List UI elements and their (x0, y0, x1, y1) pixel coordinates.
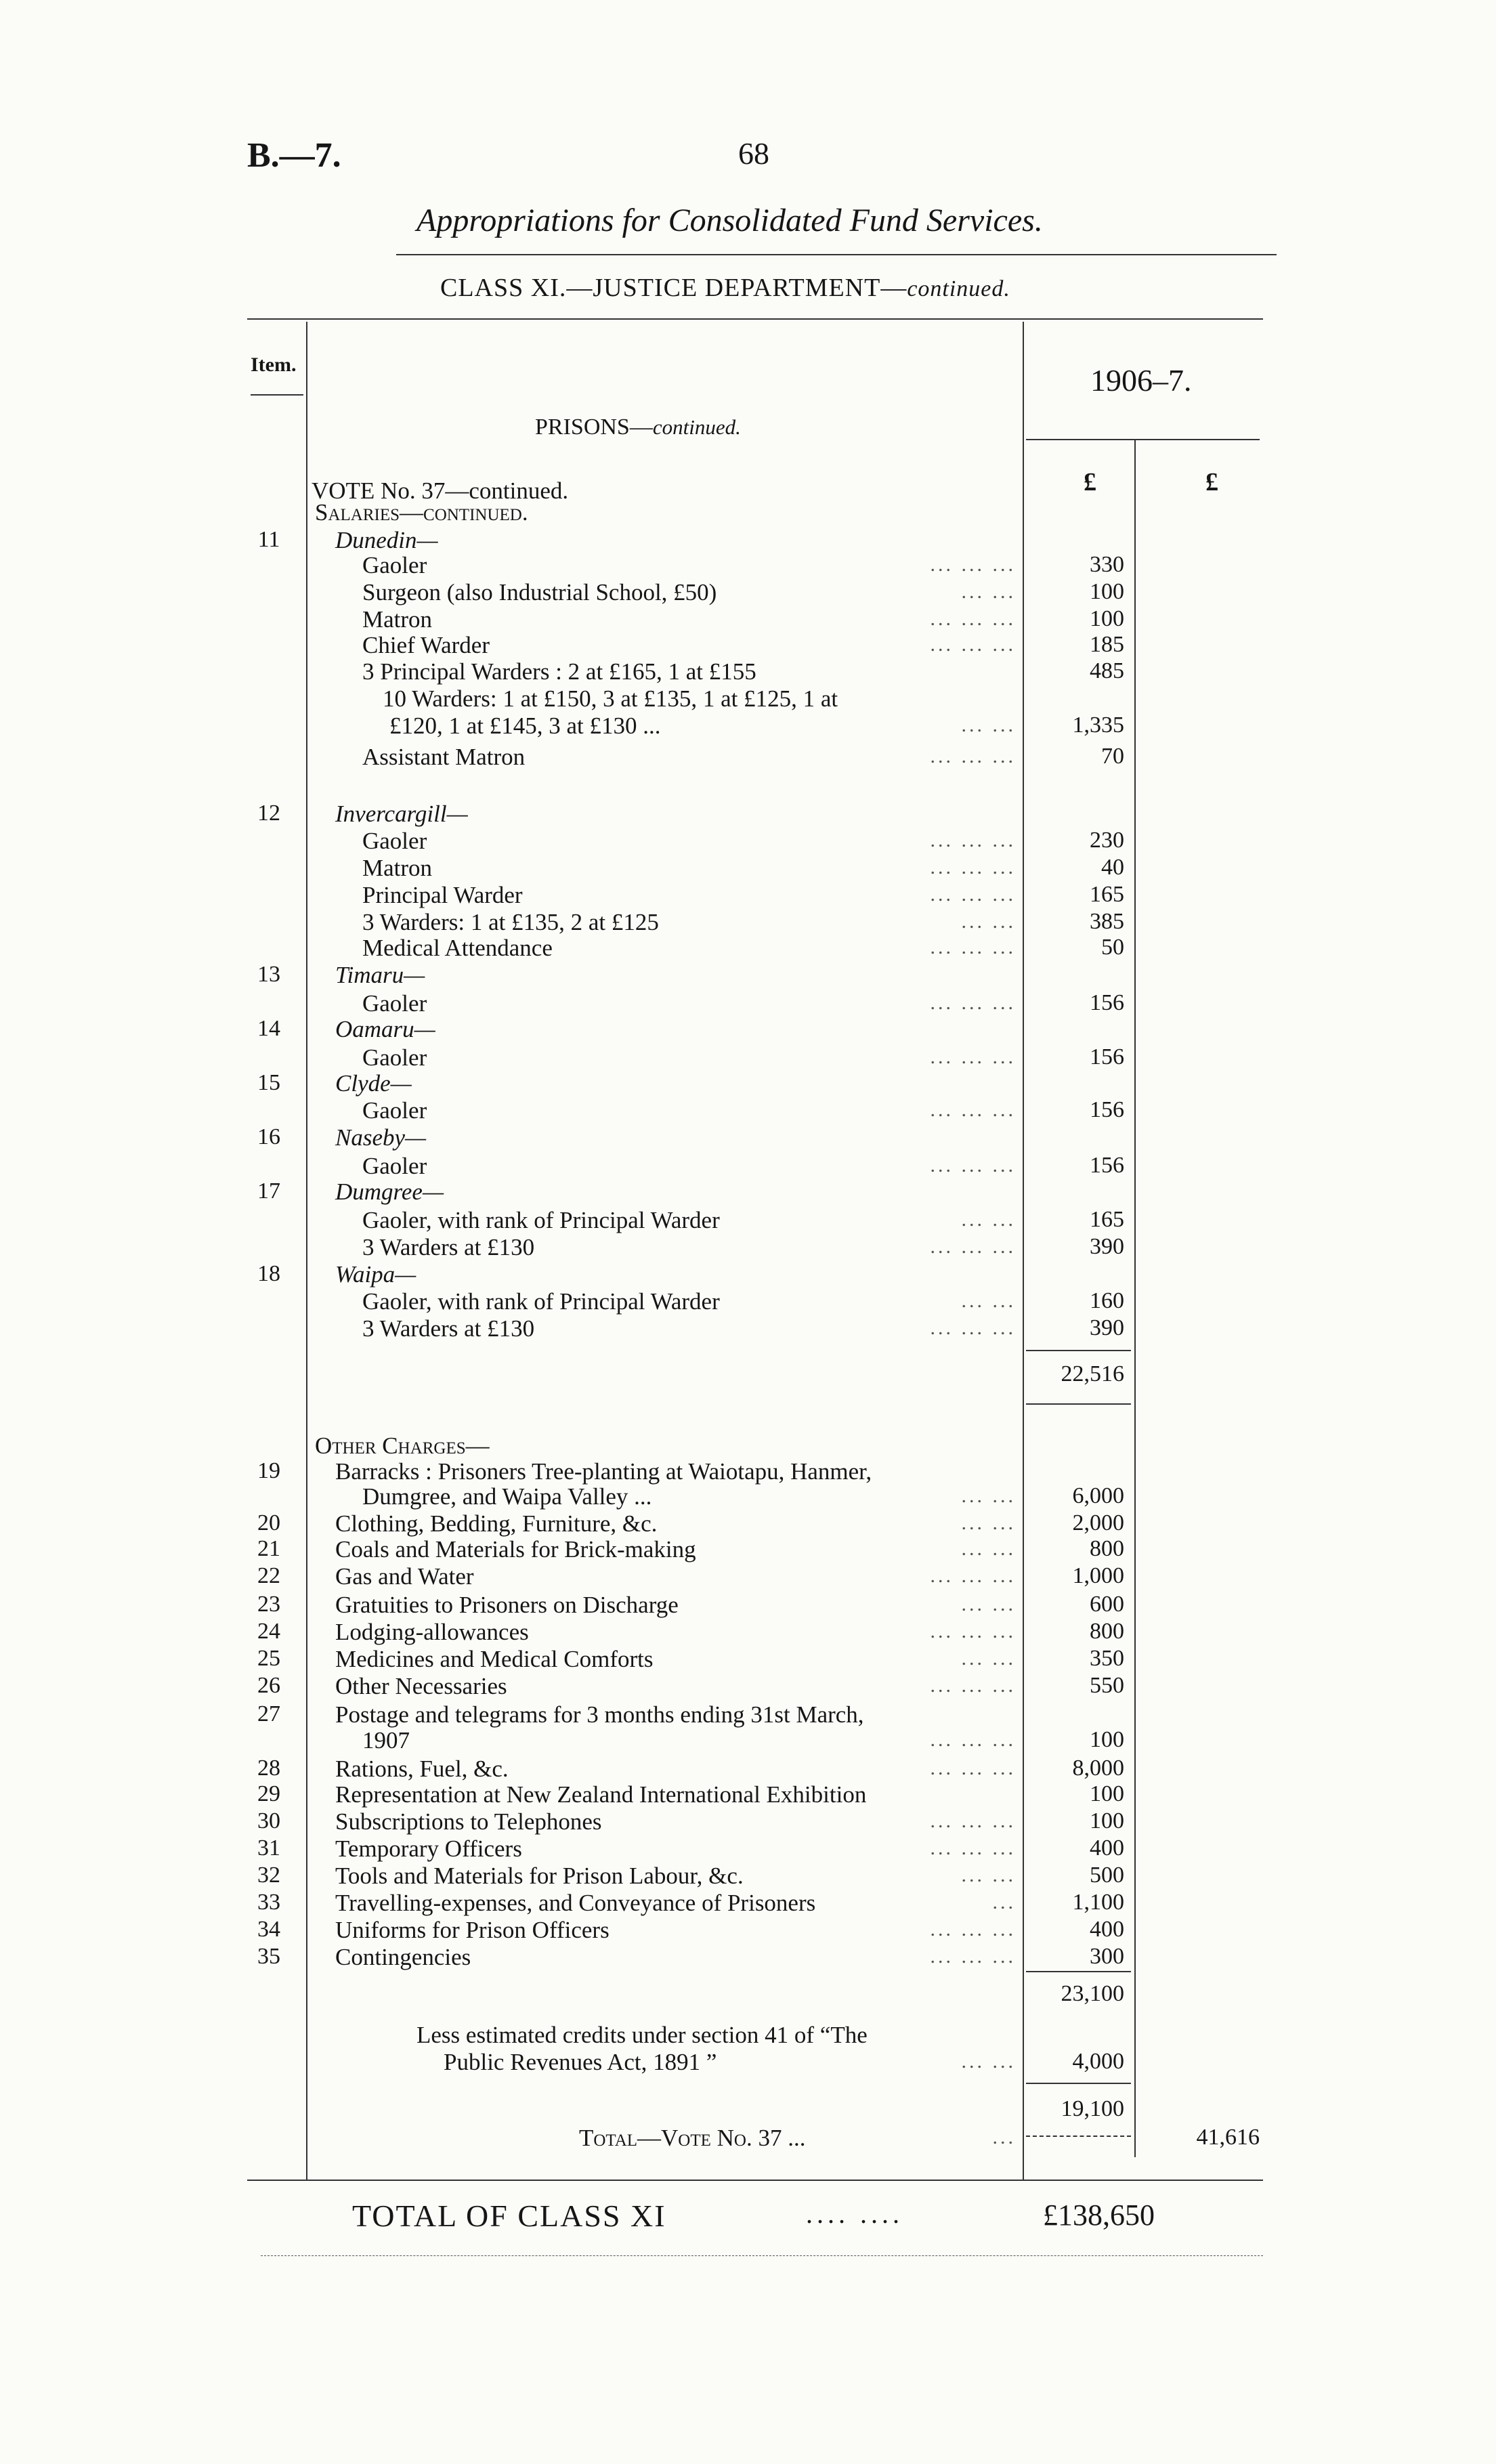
leader-dots: ... ... (961, 1864, 1016, 1886)
amount-cell: 2,000 (1072, 1510, 1124, 1535)
amount-cell: 19,100 (1061, 2096, 1124, 2121)
subtotal-rule-salaries-top (1026, 1350, 1131, 1351)
leader-dots: ... ... ... (930, 829, 1016, 851)
leader-dots: ... ... (961, 1208, 1016, 1231)
line-item-description: Public Revenues Act, 1891 ” (444, 2049, 717, 2075)
pound-header-col1: £ (1084, 468, 1096, 496)
line-item-description: Medical Attendance (362, 935, 553, 961)
amount-cell: 800 (1090, 1536, 1124, 1561)
line-item-description: Rations, Fuel, &c. (335, 1756, 509, 1782)
line-item-description: Clothing, Bedding, Furniture, &c. (335, 1510, 658, 1537)
line-item-description: Dumgree, and Waipa Valley ... (362, 1483, 652, 1510)
line-item-description: Matron (362, 606, 433, 633)
amount-cell: 300 (1090, 1944, 1124, 1969)
class-total-amount: £138,650 (1043, 2199, 1155, 2232)
subtotal-rule-credits (1026, 2083, 1131, 2084)
line-item-description: Gaoler, with rank of Principal Warder (362, 1288, 720, 1315)
item-number: 22 (257, 1563, 280, 1588)
line-item-description: Gaoler (362, 1153, 427, 1179)
section-heading-main: PRISONS— (535, 415, 653, 440)
item-number: 27 (257, 1701, 280, 1726)
leader-dots: ... (992, 1891, 1016, 1913)
line-item-description: Gaoler (362, 990, 427, 1017)
leader-dots: ... ... ... (930, 883, 1016, 906)
footer-bottom-rule (261, 2255, 1263, 2256)
line-item-description: Tools and Materials for Prison Labour, &c. (335, 1863, 744, 1889)
line-item-description: Gaoler, with rank of Principal Warder (362, 1207, 720, 1233)
amount-cell: 100 (1090, 606, 1124, 631)
item-number: 21 (257, 1536, 280, 1561)
leader-dots: ... ... ... (930, 1810, 1016, 1832)
amount-cell: 100 (1090, 1781, 1124, 1806)
leader-dots: ... ... (961, 1537, 1016, 1560)
line-item-description: 10 Warders: 1 at £150, 3 at £135, 1 at £125, 1 at (383, 685, 838, 712)
amount-cell: 23,100 (1061, 1981, 1124, 2006)
amount-cell: 600 (1090, 1592, 1124, 1617)
leader-dots: ... ... (961, 1512, 1016, 1534)
line-item-description: Gaoler (362, 1097, 427, 1124)
page-number: 68 (738, 136, 769, 171)
line-item-description: Lodging-allowances (335, 1619, 529, 1645)
amount-cell: 156 (1090, 1044, 1124, 1069)
leader-dots: ... ... ... (930, 553, 1016, 576)
leader-dots: ... ... ... (930, 1317, 1016, 1339)
line-item-description: Medicines and Medical Comforts (335, 1646, 654, 1672)
amount-cell: 400 (1090, 1917, 1124, 1942)
prison-heading: Invercargill— (335, 801, 468, 827)
line-item-description: Subscriptions to Telephones (335, 1808, 602, 1835)
prison-heading: Dunedin— (335, 527, 438, 553)
line-item-description: Representation at New Zealand International Exhibition (335, 1781, 867, 1808)
item-number: 16 (257, 1124, 280, 1149)
amount-cell: 8,000 (1072, 1756, 1124, 1781)
amount-cell: 390 (1090, 1234, 1124, 1259)
item-column-divider (306, 322, 307, 2181)
item-number: 17 (257, 1178, 280, 1204)
leader-dots: ... ... (961, 2050, 1016, 2073)
line-item-description: 3 Warders at £130 (362, 1234, 535, 1260)
leader-dots: ... ... (961, 1485, 1016, 1507)
class-heading-continued: continued. (907, 276, 1010, 301)
line-item-description: Temporary Officers (335, 1835, 522, 1862)
item-number: 11 (257, 527, 280, 552)
amount-cell: 156 (1090, 1097, 1124, 1122)
leader-dots: ... ... ... (930, 1620, 1016, 1642)
item-number: 25 (257, 1646, 280, 1671)
amount-cell: 400 (1090, 1835, 1124, 1861)
amount-cell: 156 (1090, 990, 1124, 1015)
line-item-description: Other Necessaries (335, 1673, 507, 1699)
amount-cell: 1,100 (1072, 1890, 1124, 1915)
leader-dots: ... ... ... (930, 1757, 1016, 1779)
prison-heading: Oamaru— (335, 1016, 435, 1042)
leader-dots: ... ... (961, 714, 1016, 736)
line-item-description: Gratuities to Prisoners on Discharge (335, 1592, 679, 1618)
line-item-description: Contingencies (335, 1944, 471, 1970)
line-item-description: Matron (362, 855, 433, 881)
table-top-rule (247, 318, 1263, 320)
amount-cell: 165 (1090, 1207, 1124, 1232)
line-item-description: 3 Warders at £130 (362, 1315, 535, 1342)
leader-dots: ... ... ... (930, 633, 1016, 656)
line-item-description: Postage and telegrams for 3 months ending 31st March, (335, 1701, 864, 1728)
line-item-description: Principal Warder (362, 882, 523, 908)
line-item-description: Other Charges— (315, 1432, 490, 1459)
item-number: 18 (257, 1261, 280, 1286)
amount-cell: 40 (1101, 855, 1124, 880)
page-title: Appropriations for Consolidated Fund Services. (416, 203, 1043, 238)
amount-cell: 390 (1090, 1315, 1124, 1340)
document-code: B.—7. (247, 136, 341, 175)
subtotal-rule-salaries-bottom (1026, 1403, 1131, 1405)
amount-cell: 50 (1101, 935, 1124, 960)
item-number: 34 (257, 1917, 280, 1942)
class-heading (440, 273, 1010, 303)
amount-cell: 160 (1090, 1288, 1124, 1313)
leader-dots: ... ... ... (930, 1728, 1016, 1751)
item-number: 20 (257, 1510, 280, 1535)
item-number: 14 (257, 1016, 280, 1041)
leader-dots: ... ... ... (930, 1674, 1016, 1697)
line-item-description: Assistant Matron (362, 744, 526, 770)
item-number: 28 (257, 1756, 280, 1781)
prison-heading: Clyde— (335, 1070, 412, 1097)
item-number: 35 (257, 1944, 280, 1969)
amount-cell: 70 (1101, 744, 1124, 769)
amount-cell: 230 (1090, 828, 1124, 853)
year-header-rule (1026, 439, 1260, 440)
leader-dots: ... (992, 2126, 1016, 2148)
section-heading-continued: continued. (652, 415, 741, 439)
amount-cell: 22,516 (1061, 1361, 1124, 1386)
item-number: 15 (257, 1070, 280, 1095)
amount-cell: 165 (1090, 882, 1124, 907)
leader-dots: ... ... ... (930, 1235, 1016, 1258)
item-number: 30 (257, 1808, 280, 1833)
leader-dots: ... ... ... (930, 1945, 1016, 1968)
pound-header-col2: £ (1205, 468, 1218, 496)
line-item-description: Travelling-expenses, and Conveyance of Prisoners (335, 1890, 816, 1916)
line-item-description: Gaoler (362, 828, 427, 854)
amount-cell: 1,000 (1072, 1563, 1124, 1588)
leader-dots: ... ... ... (930, 1046, 1016, 1068)
section-heading (535, 415, 741, 440)
amount-cell: 100 (1090, 1808, 1124, 1833)
line-item-description: Uniforms for Prison Officers (335, 1917, 610, 1943)
line-item-description: Total—Vote No. 37 ... (579, 2125, 806, 2151)
line-item-description: Gaoler (362, 1044, 427, 1071)
amount-cell: 156 (1090, 1153, 1124, 1178)
leader-dots: ... ... (961, 1290, 1016, 1312)
class-total-dots: .... .... (806, 2199, 903, 2229)
leader-dots: ... ... (961, 910, 1016, 933)
footer-top-rule (247, 2180, 1263, 2181)
leader-dots: ... ... ... (930, 608, 1016, 630)
leader-dots: ... ... ... (930, 745, 1016, 767)
item-number: 31 (257, 1835, 280, 1861)
line-item-description: 3 Principal Warders : 2 at £165, 1 at £155 (362, 658, 756, 685)
line-item-description: £120, 1 at £145, 3 at £130 ... (389, 713, 661, 739)
item-number: 26 (257, 1673, 280, 1698)
line-item-description: Gaoler (362, 552, 427, 578)
item-number: 13 (257, 962, 280, 987)
class-heading-main: CLASS XI.—JUSTICE DEPARTMENT— (440, 274, 907, 302)
prison-heading: Naseby— (335, 1124, 427, 1151)
prison-heading: Waipa— (335, 1261, 416, 1288)
vote-total-amount: 41,616 (1196, 2125, 1260, 2150)
line-item-description: 3 Warders: 1 at £135, 2 at £125 (362, 909, 659, 935)
line-item-description: Gas and Water (335, 1563, 474, 1590)
line-item-description: VOTE No. 37—continued. (312, 477, 569, 504)
item-number: 12 (257, 801, 280, 826)
prison-heading: Timaru— (335, 962, 425, 988)
line-item-description: Less estimated credits under section 41 of “The (416, 2022, 868, 2048)
leader-dots: ... ... ... (930, 1565, 1016, 1587)
line-item-description: Salaries—continued. (315, 499, 528, 526)
subtotal-rule-charges (1026, 1971, 1131, 1972)
item-header-rule (251, 394, 303, 396)
line-item-description: 1907 (362, 1727, 410, 1754)
year-column-header: 1906–7. (1090, 363, 1192, 398)
second-amount-column-divider (1134, 440, 1136, 2157)
amount-cell: 350 (1090, 1646, 1124, 1671)
line-item-description: Surgeon (also Industrial School, £50) (362, 579, 717, 606)
amount-cell: 1,335 (1072, 713, 1124, 738)
leader-dots: ... ... ... (930, 1099, 1016, 1121)
amount-cell: 100 (1090, 579, 1124, 604)
amount-cell: 330 (1090, 552, 1124, 577)
leader-dots: ... ... ... (930, 992, 1016, 1014)
item-number: 23 (257, 1592, 280, 1617)
item-number: 29 (257, 1781, 280, 1806)
class-total-label: TOTAL OF CLASS XI (352, 2199, 666, 2233)
item-number: 19 (257, 1458, 280, 1483)
leader-dots: ... ... (961, 1647, 1016, 1670)
amount-cell: 500 (1090, 1863, 1124, 1888)
line-item-description: Coals and Materials for Brick-making (335, 1536, 696, 1563)
leader-dots: ... ... ... (930, 856, 1016, 878)
leader-dots: ... ... ... (930, 1154, 1016, 1176)
line-item-description: Chief Warder (362, 632, 490, 658)
amount-cell: 800 (1090, 1619, 1124, 1644)
leader-dots: ... ... (961, 580, 1016, 603)
item-column-header: Item. (251, 354, 297, 376)
title-rule (396, 254, 1277, 255)
leader-dots: ... ... (961, 1593, 1016, 1615)
leader-dots: ... ... ... (930, 1918, 1016, 1940)
line-item-description: Barracks : Prisoners Tree-planting at Waiotapu, Hanmer, (335, 1458, 872, 1485)
leader-dots: ... ... ... (930, 1837, 1016, 1859)
amount-cell: 6,000 (1072, 1483, 1124, 1508)
item-number: 24 (257, 1619, 280, 1644)
item-number: 32 (257, 1863, 280, 1888)
amount-cell: 550 (1090, 1673, 1124, 1698)
prison-heading: Dumgree— (335, 1178, 444, 1205)
amount-cell: 4,000 (1072, 2049, 1124, 2074)
amount-cell: 385 (1090, 909, 1124, 934)
amount-cell: 100 (1090, 1727, 1124, 1752)
amount-cell: 485 (1090, 658, 1124, 683)
item-number: 33 (257, 1890, 280, 1915)
subtotal-rule-net (1026, 2136, 1131, 2137)
amount-cell: 185 (1090, 632, 1124, 657)
leader-dots: ... ... ... (930, 936, 1016, 958)
